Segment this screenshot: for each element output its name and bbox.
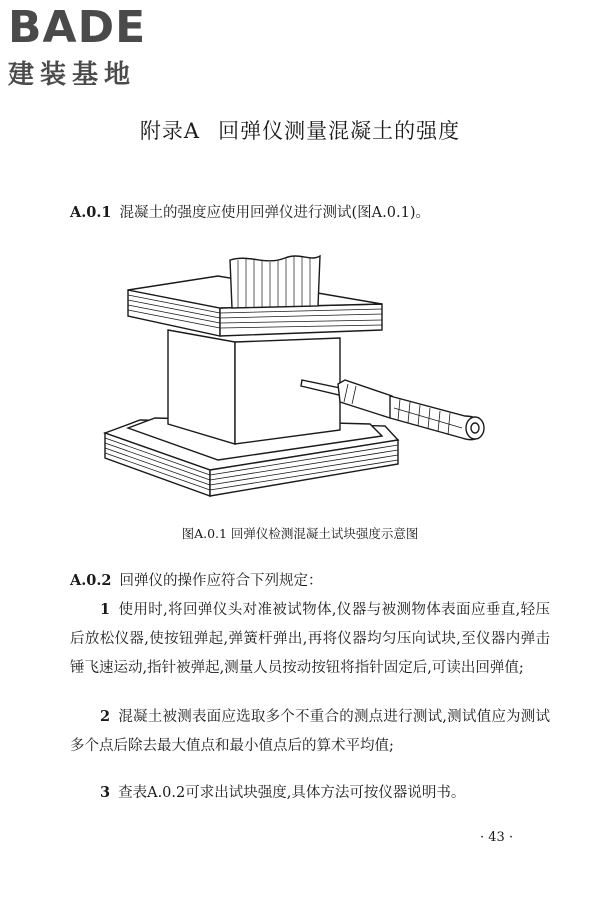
item-text: 使用时,将回弹仪头对准被试物体,仪器与被测物体表面应垂直,轻压后放松仪器,使按钮弹起,弹簧杆弹出,再将仪器均匀压向试块,至仪器内弹击锤飞速运动,指针被弹起,测量人员按动按钮将指针固定后,可读出回弹值;: [70, 602, 550, 676]
item-text: 混凝土被测表面应选取多个不重合的测点进行测试,测试值应为测试多个点后除去最大值点和最小值点后的算术平均值;: [70, 709, 550, 754]
clause-number: A.0.1: [70, 204, 112, 221]
rebound-hammer-figure: [100, 248, 500, 503]
logo: [8, 4, 178, 91]
list-item: [70, 778, 550, 808]
appendix-title: 回弹仪测量混凝土的强度: [218, 119, 461, 143]
clause-number: A.0.2: [70, 572, 112, 589]
page-number: · 43 ·: [480, 830, 514, 845]
list-item: [70, 702, 550, 761]
concrete-cube: [168, 330, 235, 444]
figure-caption: 图A.0.1 回弹仪检测混凝土试块强度示意图: [181, 526, 419, 541]
clause-a01: [70, 198, 550, 228]
appendix-label: 附录A: [139, 119, 201, 143]
item-number: 2: [100, 708, 111, 725]
logo-brand: BADE: [8, 2, 147, 53]
clause-text: 混凝土的强度应使用回弹仪进行测试(图A.0.1)。: [119, 205, 430, 221]
item-text: 查表A.0.2可求出试块强度,具体方法可按仪器说明书。: [118, 785, 466, 801]
wood-block: [230, 256, 320, 308]
page-title: [0, 115, 600, 145]
clause-a02: [70, 566, 550, 596]
list-item: [70, 595, 550, 683]
clause-text: 回弹仪的操作应符合下列规定：: [119, 573, 323, 589]
item-number: 3: [100, 784, 111, 801]
item-number: 1: [100, 601, 111, 618]
logo-subtitle: 建装基地: [8, 60, 137, 90]
